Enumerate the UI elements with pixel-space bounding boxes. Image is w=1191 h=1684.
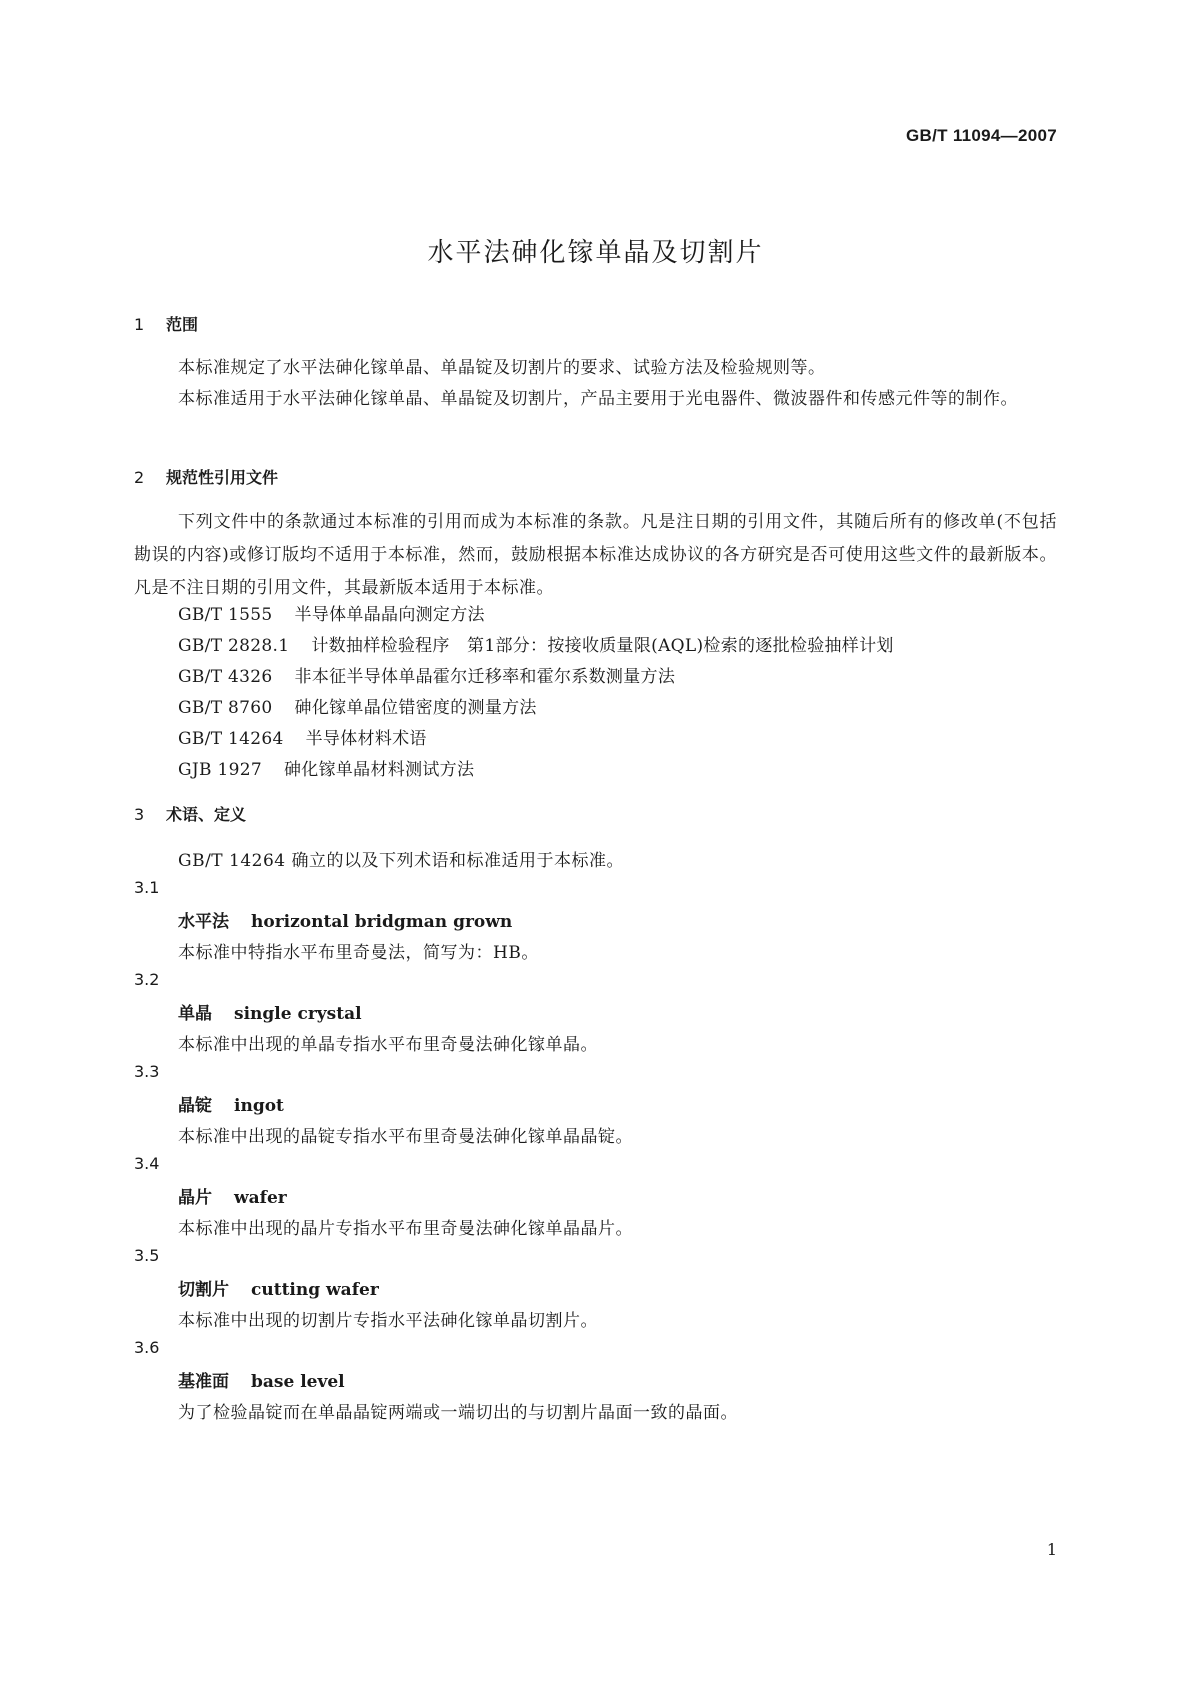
section-3-heading bbox=[134, 802, 1057, 825]
standard-number: GB/T 11094—2007 bbox=[906, 126, 1057, 145]
reference-code: GB/T 8760 bbox=[178, 698, 273, 718]
clause-number: 3.6 bbox=[134, 1338, 160, 1357]
term-entry bbox=[178, 999, 362, 1024]
section-1-paragraph-1: 本标准规定了水平法砷化镓单晶、单晶锭及切割片的要求、试验方法及检验规则等。 bbox=[178, 358, 826, 378]
clause-number: 3.4 bbox=[134, 1154, 160, 1173]
reference-title: 砷化镓单晶材料测试方法 bbox=[283, 760, 475, 780]
section-3-paragraph-1: GB/T 14264 确立的以及下列术语和标准适用于本标准。 bbox=[178, 851, 625, 871]
term-chinese: 切割片 bbox=[178, 1280, 229, 1300]
term-entry bbox=[178, 1367, 345, 1392]
section-2-paragraph-1: 下列文件中的条款通过本标准的引用而成为本标准的条款。凡是注日期的引用文件，其随后所有的修改单(不包括勘误的内容)或修订版均不适用于本标准，然而，鼓励根据本标准达成协议的各方研究是否可使用这些文件的最新版本。凡是不注日期的引用文件，其最新版本适用于本标准。 bbox=[134, 512, 1057, 598]
term-definition: 本标准中出现的切割片专指水平法砷化镓单晶切割片。 bbox=[178, 1311, 598, 1331]
reference-title: 半导体材料术语 bbox=[305, 729, 427, 749]
reference-item bbox=[178, 631, 894, 656]
term-entry bbox=[178, 1183, 287, 1208]
term-chinese: 水平法 bbox=[178, 912, 229, 932]
reference-item bbox=[178, 600, 485, 625]
term-chinese: 基准面 bbox=[178, 1372, 229, 1392]
reference-item bbox=[178, 693, 537, 718]
page-number: 1 bbox=[1046, 1540, 1057, 1559]
reference-title: 半导体单晶晶向测定方法 bbox=[294, 605, 485, 625]
term-definition: 本标准中出现的晶锭专指水平布里奇曼法砷化镓单晶晶锭。 bbox=[178, 1127, 633, 1147]
term-english: horizontal bridgman grown bbox=[251, 912, 513, 932]
clause-number: 3.5 bbox=[134, 1246, 160, 1265]
term-entry bbox=[178, 1091, 284, 1116]
term-entry bbox=[178, 1275, 379, 1300]
term-definition: 本标准中出现的单晶专指水平布里奇曼法砷化镓单晶。 bbox=[178, 1035, 598, 1055]
term-english: cutting wafer bbox=[251, 1280, 379, 1300]
term-definition: 本标准中出现的晶片专指水平布里奇曼法砷化镓单晶晶片。 bbox=[178, 1219, 633, 1239]
section-title: 术语、定义 bbox=[166, 805, 247, 824]
reference-code: GB/T 2828.1 bbox=[178, 636, 290, 656]
term-chinese: 单晶 bbox=[178, 1004, 212, 1024]
section-number: 1 bbox=[134, 315, 145, 334]
document-title: 水平法砷化镓单晶及切割片 bbox=[427, 238, 764, 268]
section-number: 2 bbox=[134, 468, 145, 487]
reference-title: 砷化镓单晶位错密度的测量方法 bbox=[294, 698, 537, 718]
term-english: wafer bbox=[234, 1188, 287, 1208]
reference-item bbox=[178, 755, 474, 780]
section-number: 3 bbox=[134, 805, 145, 824]
term-entry bbox=[178, 907, 512, 932]
reference-code: GB/T 14264 bbox=[178, 729, 284, 749]
term-english: ingot bbox=[234, 1096, 284, 1116]
clause-number: 3.2 bbox=[134, 970, 160, 989]
clause-number: 3.3 bbox=[134, 1062, 160, 1081]
clause-number: 3.1 bbox=[134, 878, 160, 897]
reference-code: GJB 1927 bbox=[178, 760, 262, 780]
section-1-paragraph-2: 本标准适用于水平法砷化镓单晶、单晶锭及切割片，产品主要用于光电器件、微波器件和传感元件等的制作。 bbox=[178, 389, 1018, 409]
reference-item bbox=[178, 724, 427, 749]
reference-code: GB/T 4326 bbox=[178, 667, 273, 687]
term-chinese: 晶片 bbox=[178, 1188, 212, 1208]
term-english: single crystal bbox=[234, 1004, 362, 1024]
section-title: 范围 bbox=[166, 315, 199, 334]
reference-code: GB/T 1555 bbox=[178, 605, 273, 625]
section-title: 规范性引用文件 bbox=[166, 468, 279, 487]
term-definition: 为了检验晶锭而在单晶晶锭两端或一端切出的与切割片晶面一致的晶面。 bbox=[178, 1403, 738, 1423]
reference-title: 计数抽样检验程序 第1部分：按接收质量限(AQL)检索的逐批检验抽样计划 bbox=[311, 636, 894, 656]
section-2-heading bbox=[134, 465, 1057, 488]
term-chinese: 晶锭 bbox=[178, 1096, 212, 1116]
reference-title: 非本征半导体单晶霍尔迁移率和霍尔系数测量方法 bbox=[294, 667, 676, 687]
reference-item bbox=[178, 662, 675, 687]
section-1-heading bbox=[134, 312, 1057, 335]
term-definition: 本标准中特指水平布里奇曼法，简写为：HB。 bbox=[178, 943, 539, 963]
term-english: base level bbox=[251, 1372, 345, 1392]
